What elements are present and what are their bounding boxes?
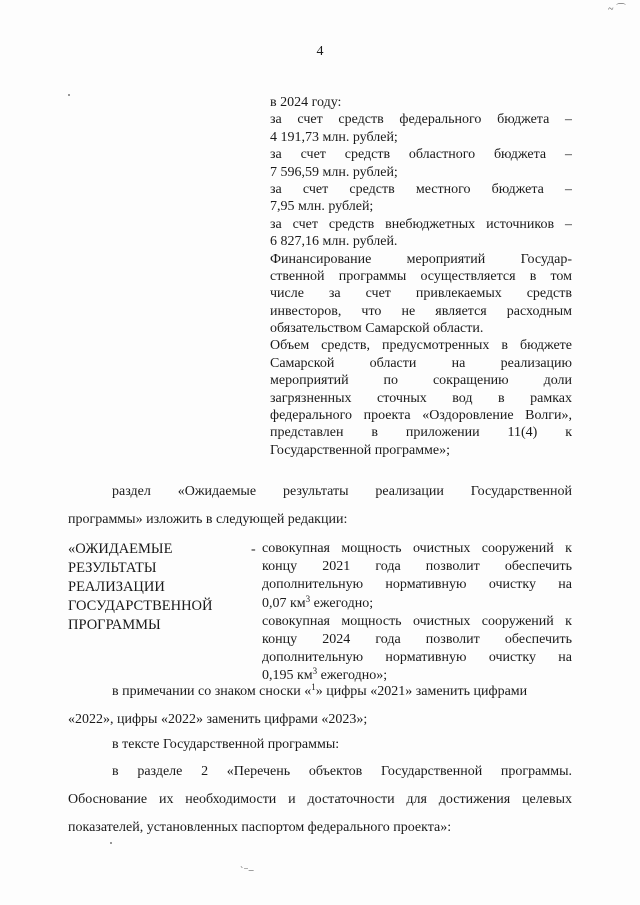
results-line: совокупная мощность очистных сооружений к	[262, 613, 572, 629]
financing-line: 6 827,16 млн. рублей.	[270, 234, 398, 250]
financing-line: загрязненных сточных вод в рамках	[270, 390, 572, 406]
scan-mark-top-right: ~ ⌒	[608, 4, 626, 15]
text-paragraph	[112, 731, 572, 759]
financing-line: инвесторов, что не является расходным	[270, 303, 572, 319]
superscript: 3	[305, 593, 311, 604]
financing-line: 7,95 млн. рублей;	[270, 199, 374, 215]
results-label-line: ГОСУДАРСТВЕННОЙ	[68, 598, 213, 614]
volume-tail: ежегодно»;	[317, 668, 388, 684]
volume-value: 0,195 км	[262, 668, 313, 684]
financing-block	[270, 94, 572, 459]
section-paragraph	[68, 478, 572, 534]
scan-mark-bottom: `⁻ ̶	[240, 866, 252, 877]
results-line: дополнительную нормативную очистку на	[262, 650, 572, 666]
volume-value: 0,07 км	[262, 595, 306, 611]
results-label-line: ПРОГРАММЫ	[68, 617, 161, 633]
financing-line: представлен в приложении 11(4) к	[270, 425, 572, 441]
results-label	[68, 540, 248, 635]
paragraph-line: в тексте Государственной программы:	[112, 737, 340, 752]
results-volume-line	[262, 595, 572, 613]
results-label-line: РЕЗУЛЬТАТЫ	[68, 560, 157, 576]
superscript: 1	[311, 682, 316, 692]
paragraph-line: «2022», цифры «2022» заменить цифрами «2023»;	[68, 712, 368, 727]
financing-line: 4 191,73 млн. рублей;	[270, 129, 398, 145]
paragraph-line: раздел «Ожидаемые результаты реализации Государственной	[112, 484, 572, 499]
volume-tail: ежегодно;	[310, 595, 374, 611]
paragraph-line: программы» изложить в следующей редакции:	[68, 512, 348, 527]
financing-line: Объем средств, предусмотренных в бюджете	[270, 338, 572, 354]
section2-paragraph	[68, 758, 572, 842]
financing-line: Финансирование мероприятий Государ-	[270, 251, 572, 267]
paragraph-line: Обоснование их необходимости и достаточности для достижения целевых	[68, 792, 572, 807]
financing-line: за счет средств внебюджетных источников –	[270, 216, 572, 232]
results-label-line: РЕАЛИЗАЦИИ	[68, 579, 165, 595]
note-text: в примечании со знаком сноски «	[112, 684, 312, 699]
results-line: дополнительную нормативную очистку на	[262, 577, 572, 593]
financing-line: обязательством Самарской области.	[270, 321, 484, 337]
paragraph-line	[68, 678, 572, 706]
results-dash: -	[251, 542, 256, 557]
financing-line: Самарской области на реализацию	[270, 355, 572, 371]
scan-speck	[68, 94, 70, 96]
paragraph-line: показателей, установленных паспортом федерального проекта»:	[68, 820, 452, 835]
results-text	[262, 540, 572, 686]
financing-line: в 2024 году:	[270, 95, 342, 110]
scan-speck	[110, 842, 112, 844]
financing-line: за счет средств областного бюджета –	[270, 147, 572, 163]
financing-line: числе за счет привлекаемых средств	[270, 286, 572, 302]
note-paragraph	[68, 678, 572, 734]
financing-line: Государственной программе»;	[270, 442, 451, 458]
superscript: 3	[312, 666, 318, 677]
note-text: » цифры «2021» заменить цифрами	[315, 684, 528, 699]
results-line: совокупная мощность очистных сооружений к	[262, 541, 572, 556]
financing-line: 7 596,59 млн. рублей;	[270, 164, 398, 180]
financing-line: за счет средств федерального бюджета –	[270, 112, 572, 128]
results-line: концу 2024 года позволит обеспечить	[262, 631, 572, 647]
financing-line: ственной программы осуществляется в том	[270, 268, 572, 284]
page-number: 4	[316, 44, 324, 59]
results-label-line: «ОЖИДАЕМЫЕ	[68, 541, 173, 557]
financing-line: мероприятий по сокращению доли	[270, 373, 572, 389]
paragraph-line: в разделе 2 «Перечень объектов Государственной программы.	[112, 764, 572, 779]
financing-line: федерального проекта «Оздоровление Волги»,	[270, 408, 572, 424]
results-line: концу 2021 года позволит обеспечить	[262, 559, 572, 575]
financing-line: за счет средств местного бюджета –	[270, 181, 572, 197]
